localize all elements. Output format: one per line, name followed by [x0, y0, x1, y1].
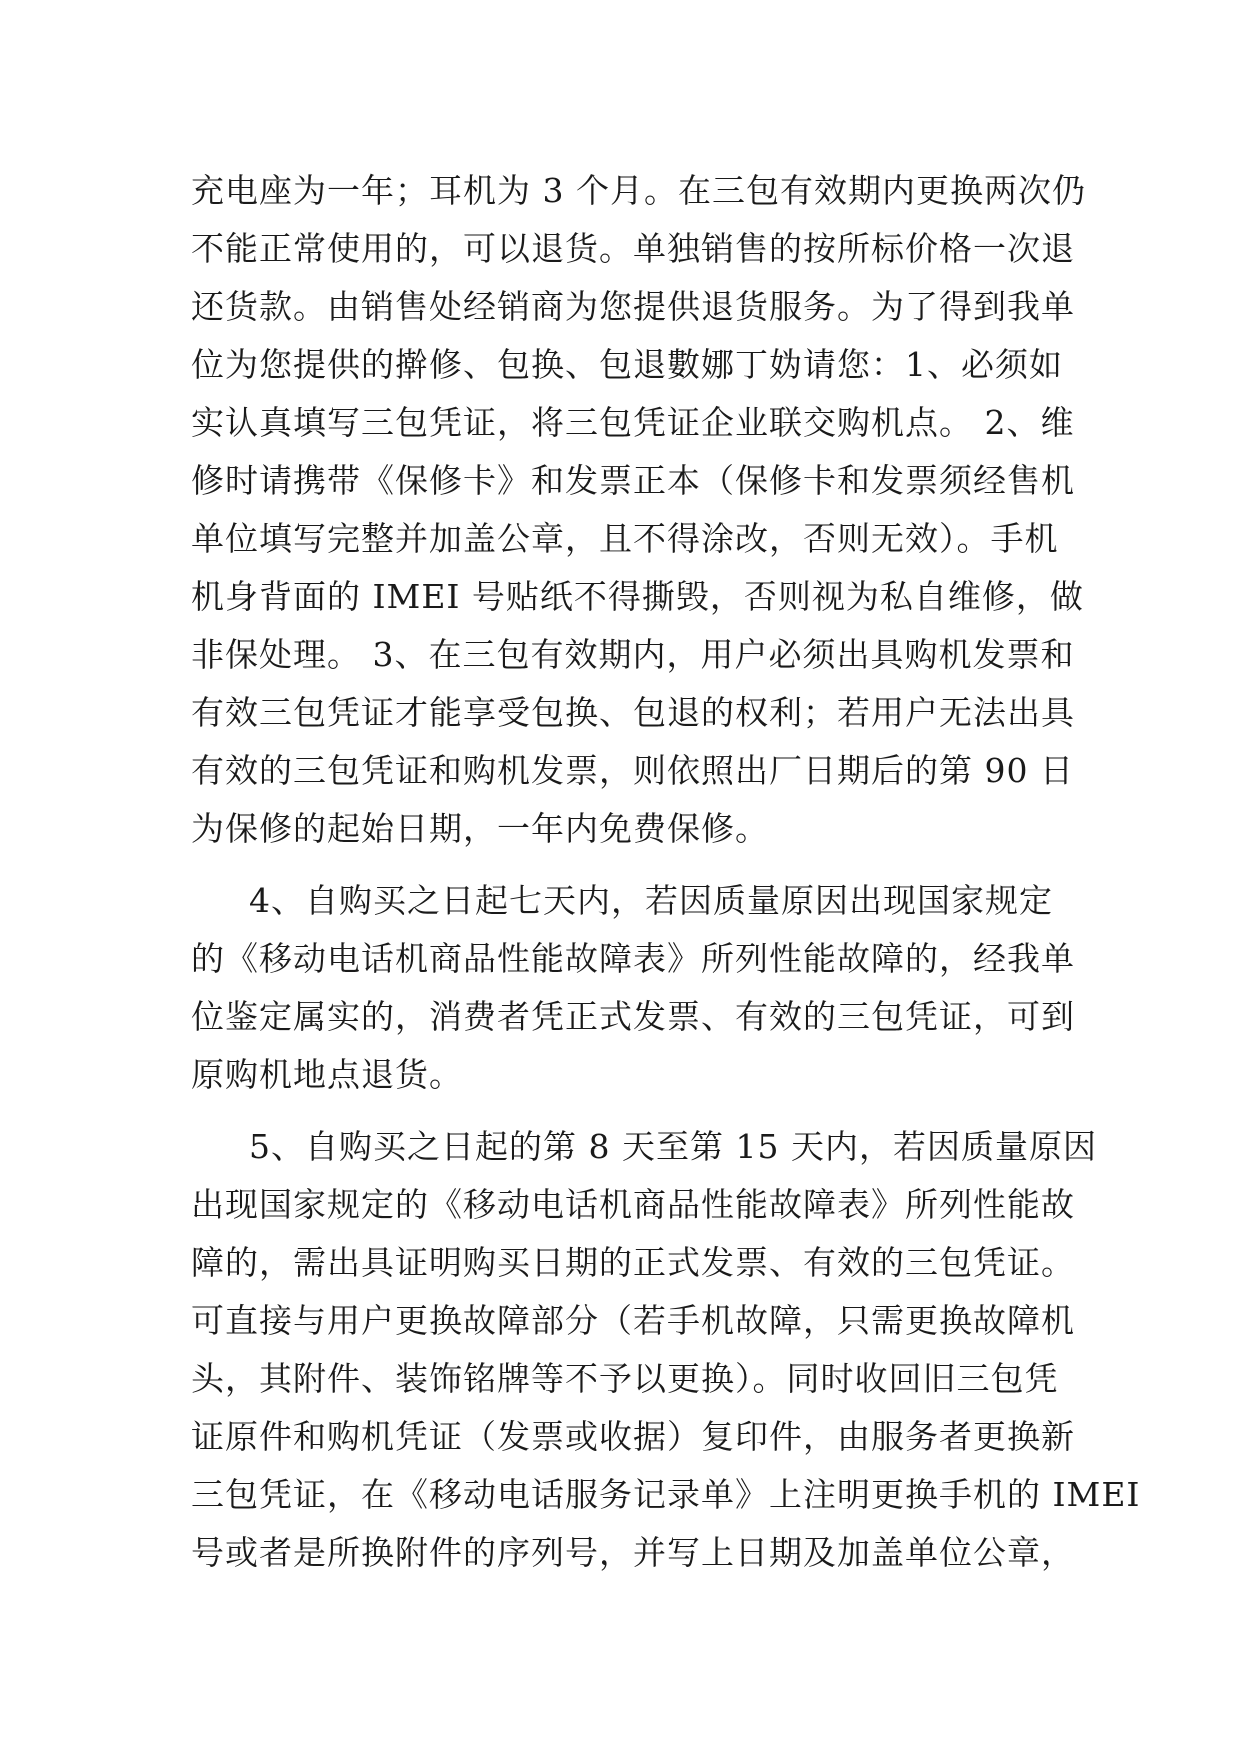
text-line: 原购机地点退货。	[191, 1055, 463, 1094]
text-line: 实认真填写三包凭证，将三包凭证企业联交购机点。 2、维	[191, 403, 1075, 442]
text-line: 位为您提供的擀修、包换、包退數娜丁妫请您：1、必须如	[191, 345, 1063, 384]
text-line: 机身背面的 IMEI 号贴纸不得撕毁，否则视为私自维修，做	[191, 577, 1084, 616]
text-line: 头，其附件、装饰铭牌等不予以更换）。同时收回旧三包凭	[191, 1359, 1059, 1398]
text-line: 有效三包凭证才能享受包换、包退的权利；若用户无法出具	[191, 693, 1075, 732]
text-line: 还货款。由销售处经销商为您提供退货服务。为了得到我单	[191, 287, 1075, 326]
text-line: 不能正常使用的，可以退货。单独销售的按所标价格一次退	[191, 229, 1075, 268]
text-line: 单位填写完整并加盖公章，且不得涂改，否则无效）。手机	[191, 519, 1059, 558]
document-body	[191, 162, 1141, 1582]
paragraph-item-4-return	[191, 872, 1075, 1104]
text-line: 4、自购买之日起七天内，若因质量原因出现国家规定	[249, 881, 1053, 920]
text-line: 的《移动电话机商品性能故障表》所列性能故障的，经我单	[191, 939, 1075, 978]
text-line: 有效的三包凭证和购机发票，则依照出厂日期后的第 90 日	[191, 751, 1074, 790]
text-line: 修时请携带《保修卡》和发票正本（保修卡和发票须经售机	[191, 461, 1075, 500]
text-line: 5、自购买之日起的第 8 天至第 15 天内，若因质量原因	[249, 1127, 1097, 1166]
text-line: 充电座为一年；耳机为 3 个月。在三包有效期内更换两次仍	[191, 171, 1086, 210]
text-line: 非保处理。 3、在三包有效期内，用户必须出具购机发票和	[191, 635, 1075, 674]
text-line: 障的，需出具证明购买日期的正式发票、有效的三包凭证。	[191, 1243, 1075, 1282]
text-line: 号或者是所换附件的序列号，并写上日期及加盖单位公章，	[191, 1533, 1075, 1572]
paragraph-item-5-exchange	[191, 1118, 1141, 1582]
text-line: 三包凭证，在《移动电话服务记录单》上注明更换手机的 IMEI	[191, 1475, 1141, 1514]
text-line: 证原件和购机凭证（发票或收据）复印件，由服务者更换新	[191, 1417, 1075, 1456]
text-line: 可直接与用户更换故障部分（若手机故障，只需更换故障机	[191, 1301, 1075, 1340]
text-line: 出现国家规定的《移动电话机商品性能故障表》所列性能故	[191, 1185, 1075, 1224]
text-line: 位鉴定属实的，消费者凭正式发票、有效的三包凭证，可到	[191, 997, 1075, 1036]
text-line: 为保修的起始日期，一年内免费保修。	[191, 809, 769, 848]
paragraph-warranty-terms	[191, 162, 1086, 858]
